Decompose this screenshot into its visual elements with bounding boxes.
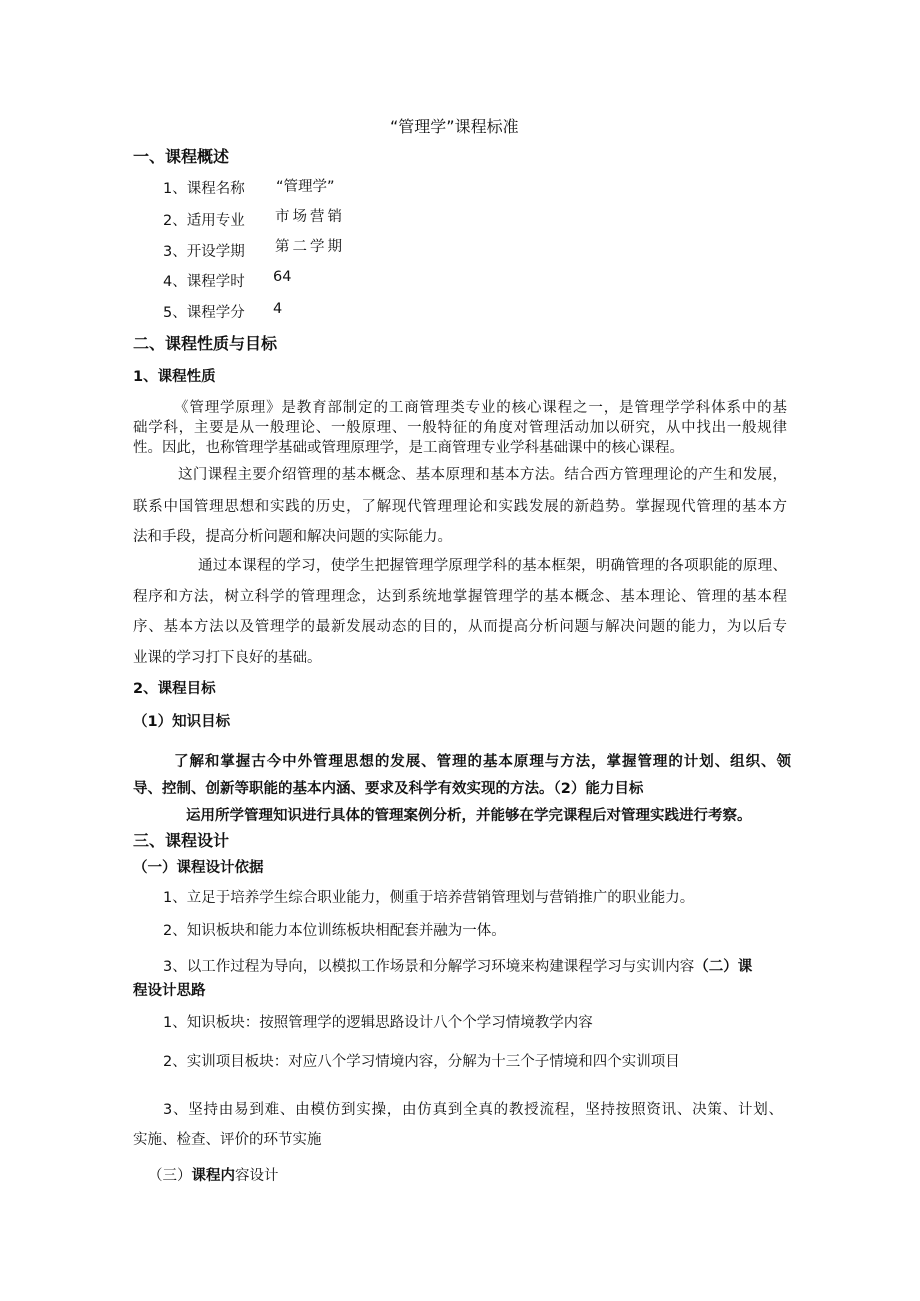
subheading-content-design (148, 1166, 279, 1186)
paragraph-line: 性。因此，也称管理学基础或管理原理学，是工商管理专业学科基础课中的核心课程。 (133, 440, 684, 456)
paragraph-line: 础学科，主要是从一般理论、一般原理、一般特征的角度对管理活动加以研究，从中找出一般规律 (133, 420, 787, 436)
subheading-part: 课程内 (191, 1168, 235, 1184)
overview-value: 4 (273, 301, 283, 317)
overview-value: 64 (273, 269, 292, 285)
overview-label: 3、开设学期 (163, 244, 245, 260)
subheading-knowledge-goals: （1）知识目标 (133, 714, 231, 730)
overview-label: 5、课程学分 (163, 305, 245, 321)
paragraph-line: 法和手段，提高分析问题和解决问题的实际能力。 (133, 529, 452, 545)
list-item: 1、知识板块：按照管理学的逻辑思路设计八个个学习情境教学内容 (163, 1015, 593, 1031)
overview-value: 市场营销 (275, 209, 345, 225)
paragraph-line: 业课的学习打下良好的基础。 (133, 650, 322, 666)
paragraph-line: 通过本课程的学习，使学生把握管理学原理学科的基本框架，明确管理的各项职能的原理、 (198, 558, 787, 574)
list-item: 3、坚持由易到难、由模仿到实操，由仿真到全真的教授流程，坚持按照资讯、决策、计划、 (163, 1102, 783, 1118)
list-item: 2、知识板块和能力本位训练板块相配套并融为一体。 (163, 923, 506, 939)
paragraph-line: 联系中国管理思想和实践的历史，了解现代管理理论和实践发展的新趋势。掌握现代管理的基本方 (133, 499, 787, 515)
subheading-design-basis: （一）课程设计依据 (133, 860, 264, 876)
paragraph-line: 程序和方法，树立科学的管理理念，达到系统地掌握管理学的基本概念、基本理论、管理的基本程 (133, 589, 787, 605)
list-item-text: 3、以工作过程为导向，以模拟工作场景和分解学习环境来构建课程学习与实训内容 (163, 959, 695, 975)
list-item: 2、实训项目板块：对应八个学习情境内容，分解为十三个子情境和四个实训项目 (163, 1054, 680, 1070)
overview-value: “管理学” (276, 179, 335, 195)
paragraph-line: 了解和掌握古今中外管理思想的发展、管理的基本原理与方法，掌握管理的计划、组织、领 (174, 754, 791, 770)
subheading-design-approach-cont: 程设计思路 (133, 983, 206, 999)
paragraph-line: 《管理学原理》是教育部制定的工商管理类专业的核心课程之一，是管理学学科体系中的基 (174, 400, 787, 416)
overview-label: 1、课程名称 (163, 181, 245, 197)
subheading-part: 容设计 (235, 1168, 279, 1184)
subheading-course-nature: 1、课程性质 (133, 369, 216, 385)
overview-value: 第二学期 (275, 239, 345, 255)
subheading-course-goals: 2、课程目标 (133, 681, 216, 697)
overview-label: 2、适用专业 (163, 213, 245, 229)
section-3-heading: 三、课程设计 (133, 831, 230, 850)
list-item (163, 957, 752, 977)
subheading-design-approach: （二）课 (694, 959, 753, 975)
paragraph-line: 导、控制、创新等职能的基本内涵、要求及科学有效实现的方法。（2）能力目标 (133, 781, 644, 797)
list-item-cont: 实施、检查、评价的环节实施 (133, 1132, 322, 1148)
section-1-heading: 一、课程概述 (133, 147, 230, 166)
document-title: “管理学”课程标准 (390, 117, 519, 136)
overview-label: 4、课程学时 (163, 274, 245, 290)
subheading-part: （三） (148, 1168, 192, 1184)
list-item: 1、立足于培养学生综合职业能力，侧重于培养营销管理划与营销推广的职业能力。 (163, 890, 695, 906)
section-2-heading: 二、课程性质与目标 (133, 334, 278, 353)
paragraph-line: 这门课程主要介绍管理的基本概念、基本原理和基本方法。结合西方管理理论的产生和发展， (178, 467, 787, 483)
paragraph-line: 运用所学管理知识进行具体的管理案例分析，并能够在学完课程后对管理实践进行考察。 (186, 808, 752, 824)
paragraph-line: 序、基本方法以及管理学的最新发展动态的目的，从而提高分析问题与解决问题的能力，为以后专 (133, 619, 787, 635)
